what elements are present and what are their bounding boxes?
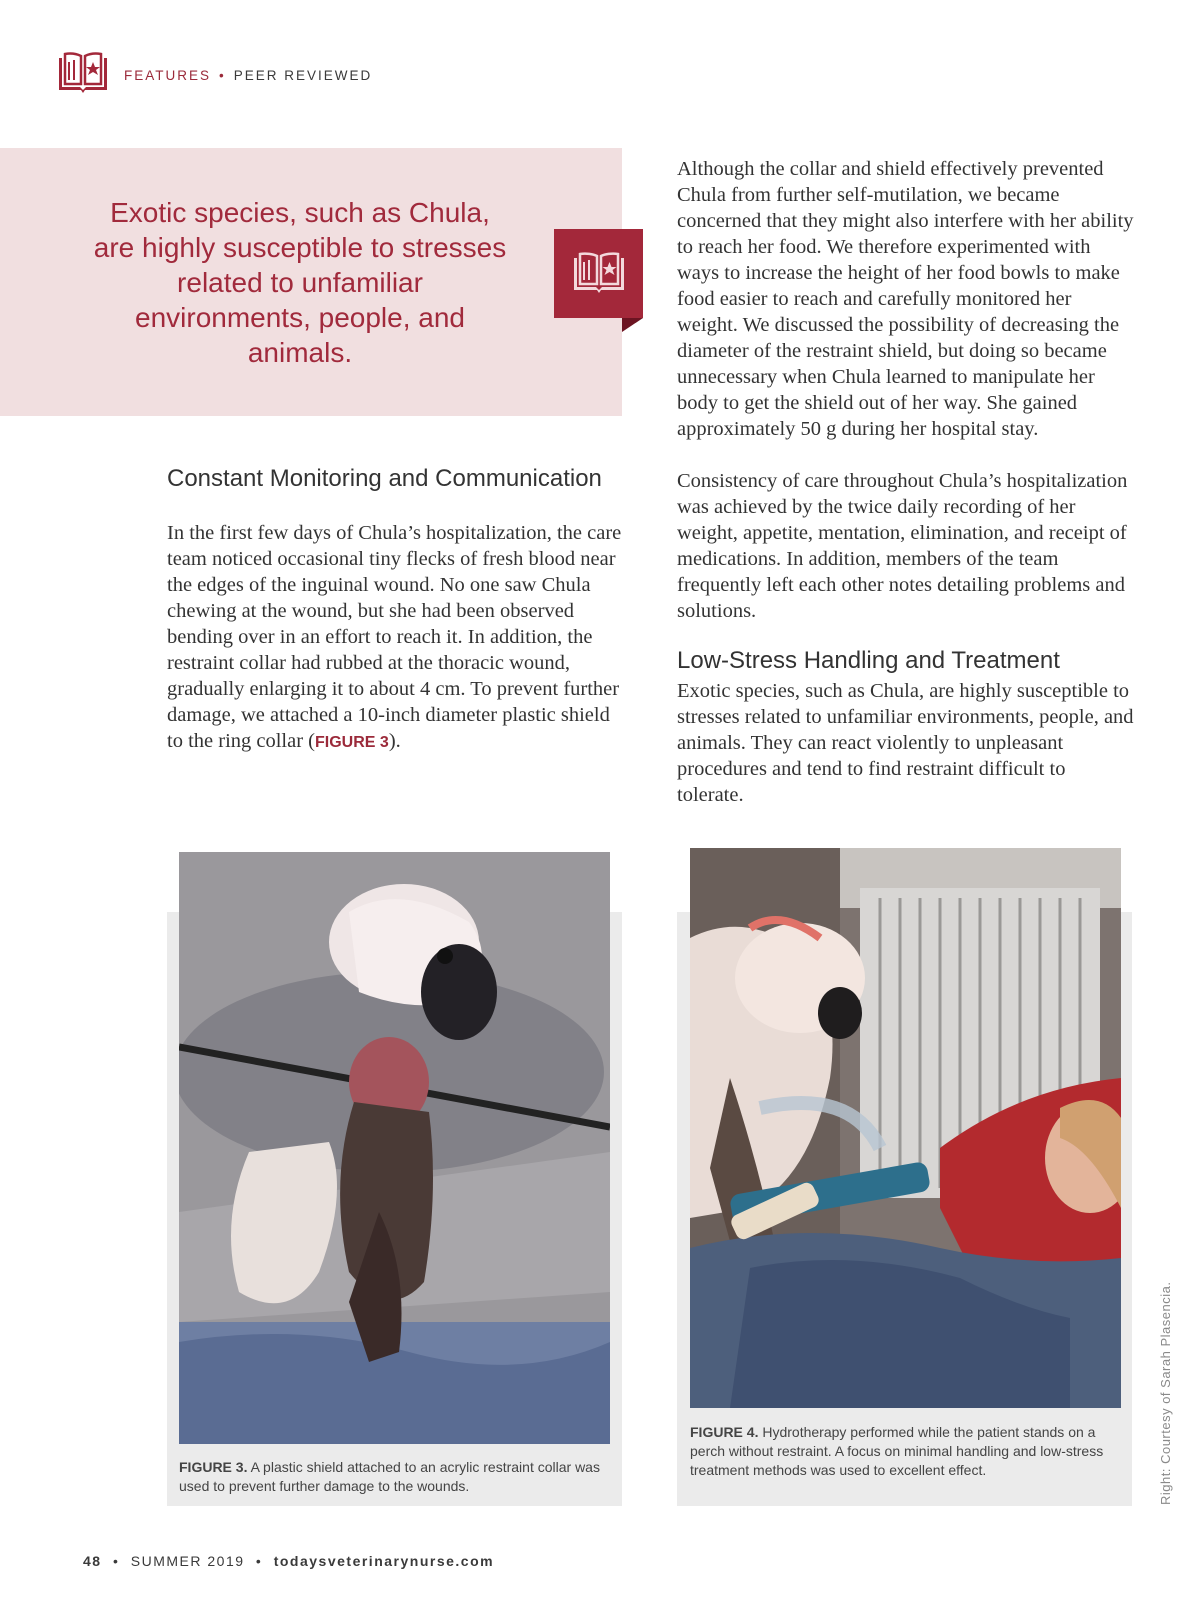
book-star-icon — [57, 52, 109, 94]
figure-4-caption: FIGURE 4. Hydrotherapy performed while the patient stands on a perch without restraint. A focus on minimal handling and low-stress treatment methods was used to excellent effect. — [690, 1424, 1104, 1478]
photo-credit: Right: Courtesy of Sarah Plasencia. — [1158, 1281, 1173, 1505]
pull-quote-text: Exotic species, such as Chula, are highly susceptible to stresses related to unfamiliar environments, people, and animals. — [93, 197, 507, 368]
body-paragraph: Exotic species, such as Chula, are highly susceptible to stresses related to unfamiliar environments, people, and animals. They can react violently to unpleasant procedures and tend to find restraint difficult to tolerate. — [677, 680, 1134, 806]
pull-quote-badge — [554, 229, 643, 318]
body-paragraph: Consistency of care throughout Chula’s hospitalization was achieved by the twice daily recording of her weight, appetite, mentation, elimination, and receipt of medications. In addition, members of the team frequently left each other notes detailing problems and solutions. — [677, 470, 1128, 622]
section-heading: Low-Stress Handling and Treatment — [677, 647, 1060, 674]
body-paragraph: In the first few days of Chula’s hospitalization, the care team noticed occasional tiny flecks of fresh blood near the edges of the inguinal wound. No one saw Chula chewing at the wound, but she had been observed bending over in an effort to reach it. In addition, the restraint collar had rubbed at the thoracic wound, gradually enlarging it to about 4 cm. To prevent further damage, we attached a 10-inch diameter plastic shield to the ring collar (FIGURE 3). — [167, 522, 622, 752]
website-link[interactable]: todaysveterinarynurse.com — [273, 1553, 495, 1569]
issue-label: SUMMER 2019 — [130, 1553, 245, 1569]
figure-reference-link[interactable]: FIGURE 3 — [315, 734, 389, 751]
footer-separator: • — [255, 1553, 263, 1569]
figure-4-photo — [690, 848, 1121, 1408]
badge-fold — [622, 318, 643, 332]
section-heading: Constant Monitoring and Communication — [167, 465, 602, 492]
subsection-label: PEER REVIEWED — [233, 68, 373, 83]
figure-3-photo — [179, 852, 610, 1444]
figure-3-caption: FIGURE 3. A plastic shield attached to an acrylic restraint collar was used to prevent further damage to the wounds. — [179, 1459, 600, 1494]
body-paragraph: Although the collar and shield effectively prevented Chula from further self-mutilation, we became concerned that they might also interfere with her ability to reach her food. We therefore experimented with ways to increase the height of her food bowls to make food easier to reach and carefully monitored her weight. We discussed the possibility of decreasing the diameter of the restraint shield, but doing so became unnecessary when Chula learned to manipulate her body to get the shield out of her way. She gained approximately 50 g during her hospital stay. — [677, 158, 1134, 440]
page-footer — [83, 1553, 494, 1569]
header-separator: • — [219, 68, 226, 83]
page-number: 48 — [83, 1553, 102, 1569]
section-label: FEATURES — [124, 68, 212, 83]
section-header — [124, 68, 372, 83]
book-star-icon — [572, 251, 626, 295]
footer-separator: • — [112, 1553, 120, 1569]
